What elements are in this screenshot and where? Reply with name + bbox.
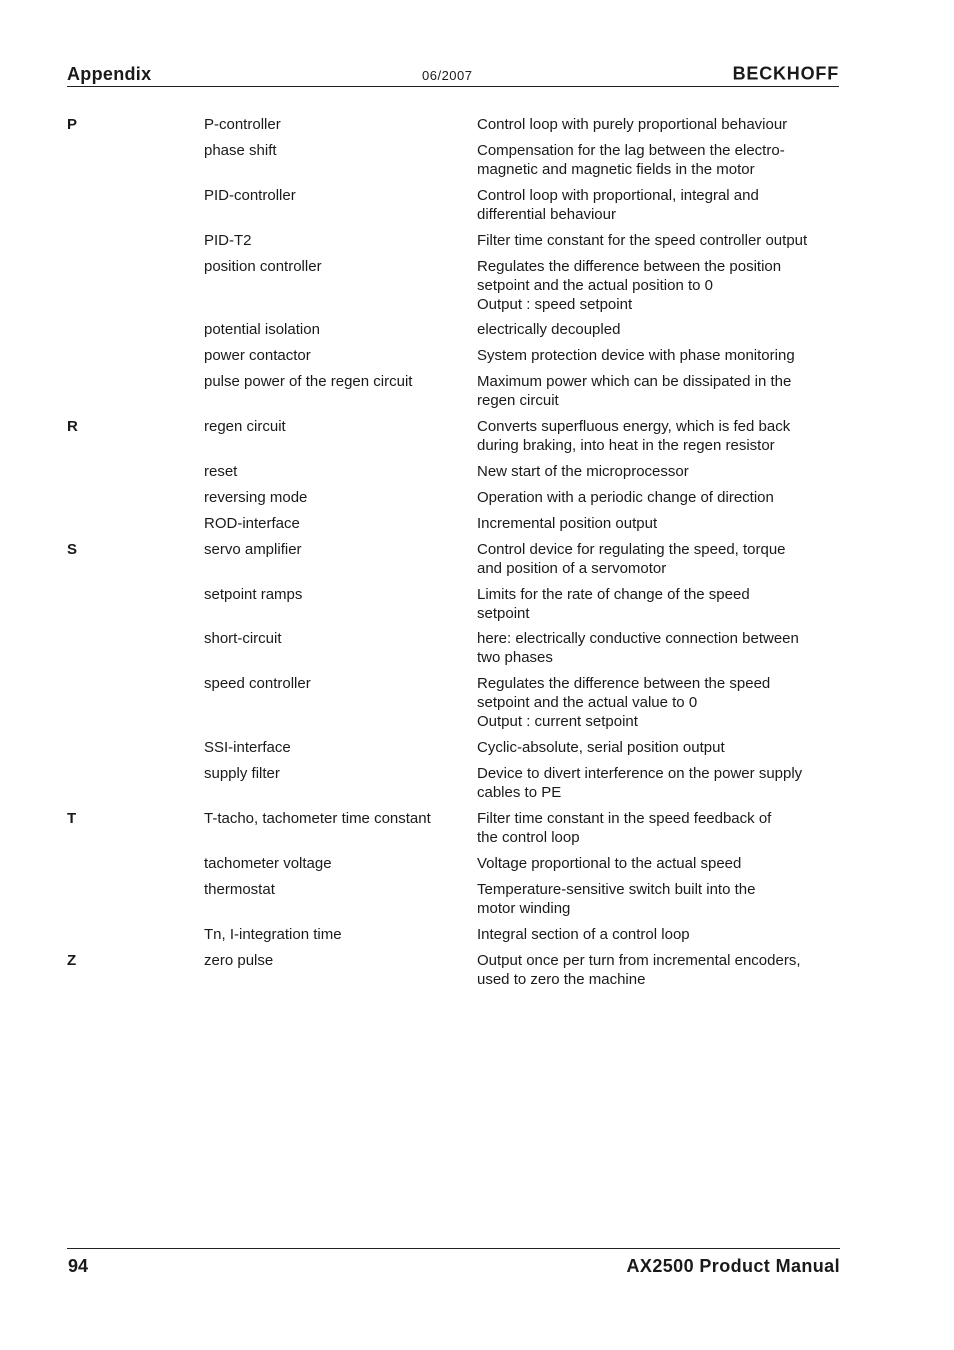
definition-line: Output once per turn from incremental encoders, (477, 951, 801, 969)
index-letter (67, 925, 204, 944)
glossary-definition (477, 320, 842, 339)
index-letter (67, 674, 204, 731)
definition-line: and position of a servomotor (477, 559, 667, 577)
glossary-definition (477, 257, 842, 314)
definition-line: Maximum power which can be dissipated in the (477, 373, 792, 391)
glossary-term: reset (204, 463, 238, 481)
glossary-term: position controller (204, 257, 322, 275)
glossary-row (67, 320, 842, 339)
glossary-row (67, 674, 842, 731)
definition-line: regen circuit (477, 392, 559, 410)
glossary-definition (477, 488, 842, 507)
glossary-term: tachometer voltage (204, 854, 332, 872)
definition-line: Cyclic-absolute, serial position output (477, 739, 725, 757)
glossary-definition (477, 372, 842, 410)
brand-logo: BECKHOFF (732, 62, 839, 84)
glossary-table (67, 115, 842, 995)
glossary-row (67, 115, 842, 134)
definition-line: two phases (477, 649, 553, 667)
glossary-term: reversing mode (204, 488, 308, 506)
index-letter (67, 738, 204, 757)
glossary-row (67, 488, 842, 507)
definition-line: setpoint and the actual value to 0 (477, 694, 698, 712)
glossary-definition (477, 764, 842, 802)
glossary-row (67, 951, 842, 989)
glossary-term: zero pulse (204, 951, 274, 969)
index-letter: S (67, 540, 78, 558)
glossary-row (67, 141, 842, 179)
glossary-term: SSI-interface (204, 739, 291, 757)
definition-line: Converts superfluous energy, which is fed back (477, 418, 791, 436)
definition-line: Regulates the difference between the speed (477, 675, 771, 693)
glossary-definition (477, 738, 842, 757)
glossary-row (67, 540, 842, 578)
definition-line: New start of the microprocessor (477, 463, 689, 481)
glossary-row (67, 346, 842, 365)
glossary-row (67, 514, 842, 533)
glossary-row (67, 186, 842, 224)
glossary-row (67, 629, 842, 667)
glossary-definition (477, 186, 842, 224)
index-letter (67, 462, 204, 481)
definition-line: Device to divert interference on the power supply (477, 765, 803, 783)
definition-line: Integral section of a control loop (477, 925, 690, 943)
definition-line: magnetic and magnetic fields in the motor (477, 160, 755, 178)
definition-line: Output : speed setpoint (477, 295, 633, 313)
index-letter (67, 880, 204, 918)
glossary-term: Tn, I-integration time (204, 925, 342, 943)
definition-line: Compensation for the lag between the electro- (477, 141, 785, 159)
index-letter (67, 186, 204, 224)
definition-line: Filter time constant in the speed feedback of (477, 810, 772, 828)
index-letter: P (67, 116, 78, 133)
glossary-definition (477, 629, 842, 667)
index-letter: Z (67, 951, 77, 969)
glossary-term: T-tacho, tachometer time constant (204, 810, 431, 828)
glossary-row (67, 231, 842, 250)
glossary-term: supply filter (204, 765, 280, 783)
index-letter: T (67, 810, 77, 828)
glossary-row (67, 738, 842, 757)
glossary-row (67, 372, 842, 410)
glossary-term: thermostat (204, 880, 275, 898)
glossary-definition (477, 514, 842, 533)
glossary-definition (477, 585, 842, 623)
definition-line: Temperature-sensitive switch built into the (477, 880, 756, 898)
index-letter (67, 629, 204, 667)
index-letter (67, 231, 204, 250)
glossary-row (67, 809, 842, 847)
glossary-row (67, 880, 842, 918)
definition-line: cables to PE (477, 784, 562, 802)
definition-line: setpoint and the actual position to 0 (477, 276, 714, 294)
glossary-row (67, 417, 842, 455)
glossary-row (67, 764, 842, 802)
definition-line: during braking, into heat in the regen resistor (477, 437, 775, 455)
glossary-definition (477, 854, 842, 873)
page-header (67, 62, 839, 88)
definition-line: setpoint (477, 604, 530, 622)
glossary-definition (477, 540, 842, 578)
definition-line: Control device for regulating the speed, torque (477, 540, 786, 558)
header-divider (67, 86, 839, 87)
definition-line: Control loop with purely proportional behaviour (477, 116, 788, 133)
glossary-term: speed controller (204, 675, 311, 693)
footer-divider (67, 1248, 840, 1249)
definition-line: used to zero the machine (477, 970, 646, 988)
definition-line: Output : current setpoint (477, 713, 638, 731)
glossary-term: power contactor (204, 347, 311, 365)
index-letter (67, 346, 204, 365)
glossary-definition (477, 462, 842, 481)
index-letter (67, 514, 204, 533)
glossary-row (67, 925, 842, 944)
glossary-term: PID-controller (204, 186, 296, 204)
glossary-definition (477, 231, 842, 250)
glossary-term: servo amplifier (204, 540, 302, 558)
index-letter (67, 320, 204, 339)
definition-line: System protection device with phase monitoring (477, 347, 795, 365)
glossary-row (67, 854, 842, 873)
index-letter (67, 854, 204, 873)
index-letter: R (67, 418, 78, 436)
glossary-term: PID-T2 (204, 231, 252, 249)
page-number: 94 (68, 1256, 89, 1276)
definition-line: Filter time constant for the speed controller output (477, 231, 808, 249)
manual-title: AX2500 Product Manual (626, 1256, 840, 1276)
glossary-row (67, 585, 842, 623)
section-title: Appendix (67, 64, 152, 84)
definition-line: here: electrically conductive connection between (477, 630, 799, 648)
index-letter (67, 585, 204, 623)
definition-line: Voltage proportional to the actual speed (477, 854, 742, 872)
glossary-term: ROD-interface (204, 514, 300, 532)
definition-line: the control loop (477, 829, 580, 847)
glossary-term: regen circuit (204, 418, 286, 436)
index-letter (67, 141, 204, 179)
glossary-term: short-circuit (204, 630, 282, 648)
definition-line: differential behaviour (477, 205, 616, 223)
glossary-definition (477, 925, 842, 944)
index-letter (67, 764, 204, 802)
glossary-term: setpoint ramps (204, 585, 303, 603)
definition-line: motor winding (477, 899, 571, 917)
glossary-term: pulse power of the regen circuit (204, 373, 413, 391)
glossary-definition (477, 880, 842, 918)
definition-line: Limits for the rate of change of the speed (477, 585, 750, 603)
definition-line: Control loop with proportional, integral and (477, 186, 759, 204)
glossary-definition (477, 809, 842, 847)
index-letter (67, 257, 204, 314)
glossary-definition (477, 674, 842, 731)
glossary-definition (477, 417, 842, 455)
glossary-term: potential isolation (204, 321, 320, 339)
glossary-definition (477, 115, 842, 134)
index-letter (67, 372, 204, 410)
index-letter (67, 488, 204, 507)
glossary-definition (477, 951, 842, 989)
glossary-definition (477, 346, 842, 365)
glossary-row (67, 462, 842, 481)
definition-line: electrically decoupled (477, 321, 621, 339)
glossary-term: P-controller (204, 116, 281, 133)
glossary-term: phase shift (204, 141, 277, 159)
glossary-definition (477, 141, 842, 179)
definition-line: Operation with a periodic change of direction (477, 488, 774, 506)
definition-line: Regulates the difference between the position (477, 257, 782, 275)
definition-line: Incremental position output (477, 514, 658, 532)
glossary-row (67, 257, 842, 314)
document-date: 06/2007 (422, 68, 473, 83)
